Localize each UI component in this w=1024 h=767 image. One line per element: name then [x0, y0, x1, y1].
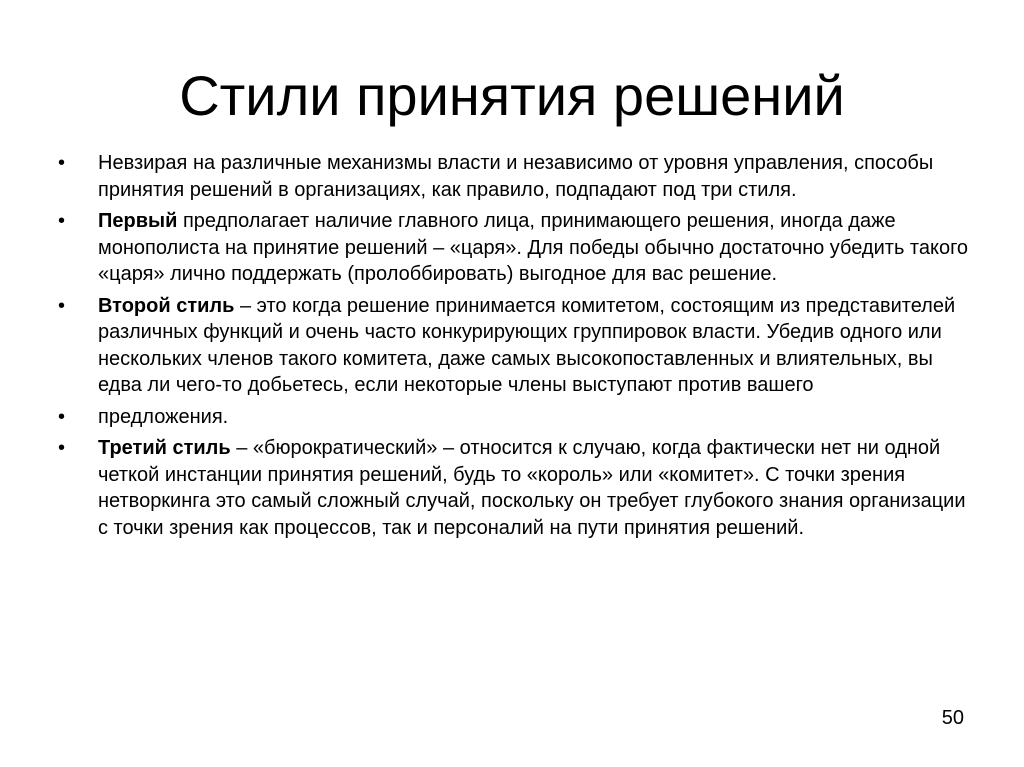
- bullet-text: – «бюрократический» – относится к случаю, когда фактически нет ни одной четкой инстанции принятия решений, будь то «король» или «комитет». С точки зрения нетворкинга это самый сложный случай, поскольку он требует глубокого знания организации с точки зрения как процессов, так и персоналий на пути принятия решений.: [98, 437, 966, 539]
- bullet-marker: •: [58, 405, 66, 428]
- bullet-text: предполагает наличие главного лица, принимающего решения, иногда даже монополиста на принятие решений – «царя». Для победы обычно достаточно убедить такого «царя» лично поддержать (пролоббировать) выгодное для вас решение.: [98, 210, 969, 285]
- slide-title: Стили принятия решений: [179, 64, 845, 127]
- bullet-item-intro: [58, 150, 978, 203]
- bullet-list: [58, 150, 978, 546]
- bullet-lead: Второй стиль: [98, 294, 235, 317]
- bullet-marker: •: [58, 294, 66, 317]
- bullet-marker: •: [58, 210, 66, 232]
- bullet-lead: Третий стиль: [98, 437, 231, 459]
- bullet-text: Невзирая на различные механизмы власти и независимо от уровня управления, способы принятия решений в организациях, как правило, подпадают под три стиля.: [98, 152, 934, 201]
- bullet-text: предложения.: [98, 405, 229, 428]
- bullet-item-continuation: [58, 404, 978, 431]
- bullet-marker: •: [58, 152, 66, 174]
- bullet-lead: Первый: [98, 210, 178, 232]
- bullet-item-first-style: [58, 208, 978, 288]
- bullet-text: – это когда решение принимается комитетом, состоящим из представителей различных функций и очень часто конкурирующих группировок власти. Убедив одного или нескольких членов такого комитета, даже самых высокопоставленных и влиятельных, вы едва ли чего-то добьетесь, если некоторые члены выступают против вашего: [98, 294, 956, 396]
- bullet-item-second-style: [58, 293, 978, 399]
- bullet-marker: •: [58, 437, 66, 459]
- bullet-item-third-style: [58, 435, 978, 541]
- page-number: 50: [941, 707, 964, 729]
